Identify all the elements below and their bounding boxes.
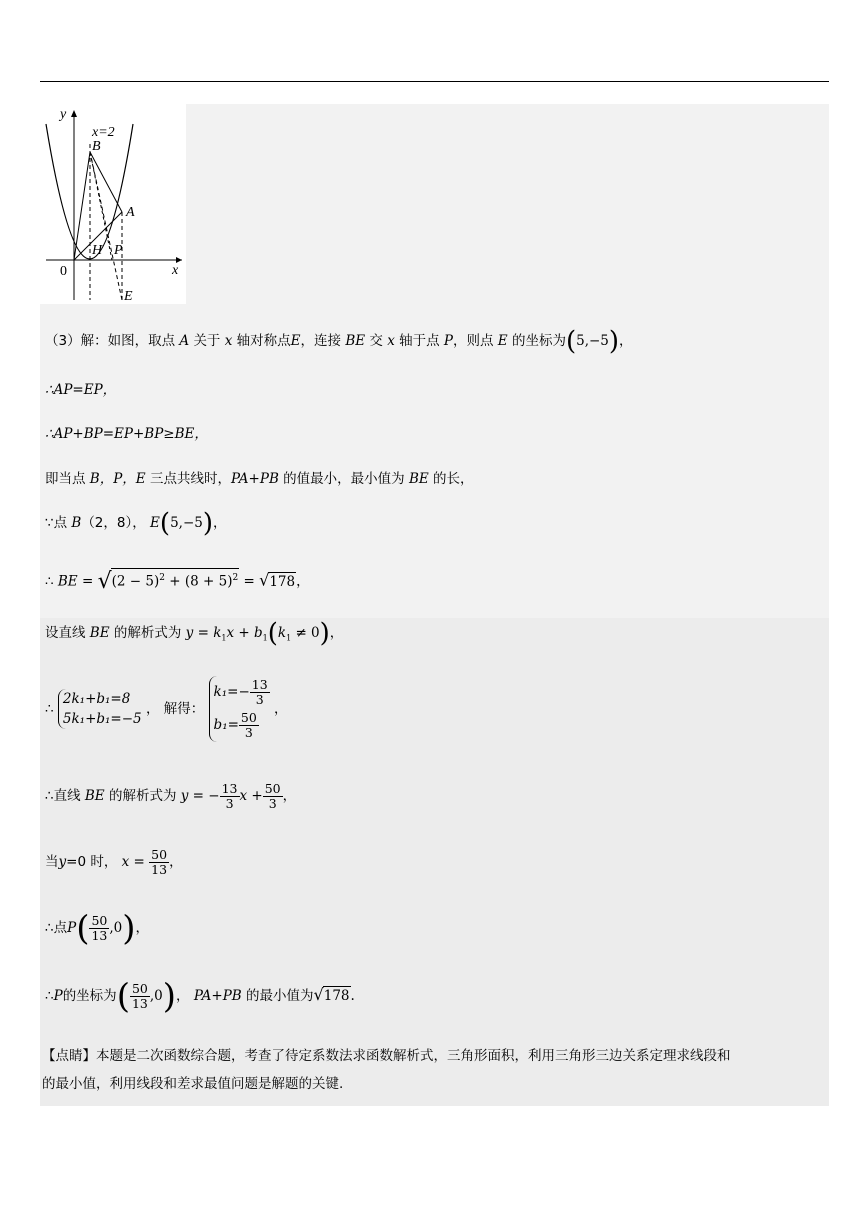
solution-system: k₁=− $\frac{13}{3}$ b₁= $\frac{50}{3}$ [209,676,270,742]
figure-svg [40,104,186,304]
solution-line-11: ∴点P( $\frac{50}{13}$ ,0)， [45,908,150,949]
label-origin: 0 [60,264,67,279]
solution-line-9: ∴直线 BE 的解析式为 y = − $\frac{13}{3}$ x + $\frac{50}{3}$ ， [45,781,297,811]
key-point-line-1: 【点睛】本题是二次函数综合题，考查了待定系数法求函数解析式，三角形面积，利用三角形三边关系定理求线段和 [42,1048,731,1064]
segment-BA [90,152,122,212]
solution-line-6: ∴ BE = $√(2 - 5)^2 + (8 + 5)^2 = √178$， [45,569,310,594]
solution-line-2: ∴AP=EP， [45,382,117,398]
label-B: B [92,139,101,154]
key-point-line-2: 的最小值，利用线段和差求最值问题是解题的关键. [42,1076,344,1092]
solution-line-12: ∴P的坐标为( $\frac{50}{13}$ ,0)， PA+PB 的最小值为√178. [45,976,355,1017]
y-axis-arrow [71,110,77,117]
label-P: P [114,243,123,258]
parabola-figure [40,104,186,304]
solution-line-10: 当y=0 时， x = $\frac{50}{13}$ ， [45,847,183,877]
solution-line-4: 即当点 B，P，E 三点共线时，PA+PB 的值最小，最小值为 BE 的长， [45,471,474,487]
equation-system: 2k₁+b₁=8 5k₁+b₁=−5 [58,689,142,729]
key-point-note [42,1042,828,1098]
label-H: H [92,243,103,258]
solution-line-5: ∵点 B（2，8）， E(5,−5)， [45,508,227,539]
label-A: A [126,205,135,220]
label-x-equals-2: x=2 [92,125,115,140]
label-E: E [124,289,133,304]
header-rule [40,81,829,82]
solution-line-8: ∴ 2k₁+b₁=8 5k₁+b₁=−5 ， 解得： k₁=− $\frac{13}{3}$ b₁= $\frac{50}{3}$ ， [45,677,288,740]
segment-OB [74,152,90,260]
solution-line-3: ∴AP+BP=EP+BP≥BE， [45,426,208,442]
segment-BE [90,152,122,300]
solution-line-1: （3）解：如图，取点 A 关于 x 轴对称点E，连接 BE 交 x 轴于点 P，则点 E 的坐标为(5,−5)， [45,326,633,357]
label-y: y [60,107,67,122]
solution-line-7: 设直线 BE 的解析式为 $y = k_1x + b_1(k_1 \ne 0)$， [45,618,344,649]
label-x: x [172,263,179,278]
